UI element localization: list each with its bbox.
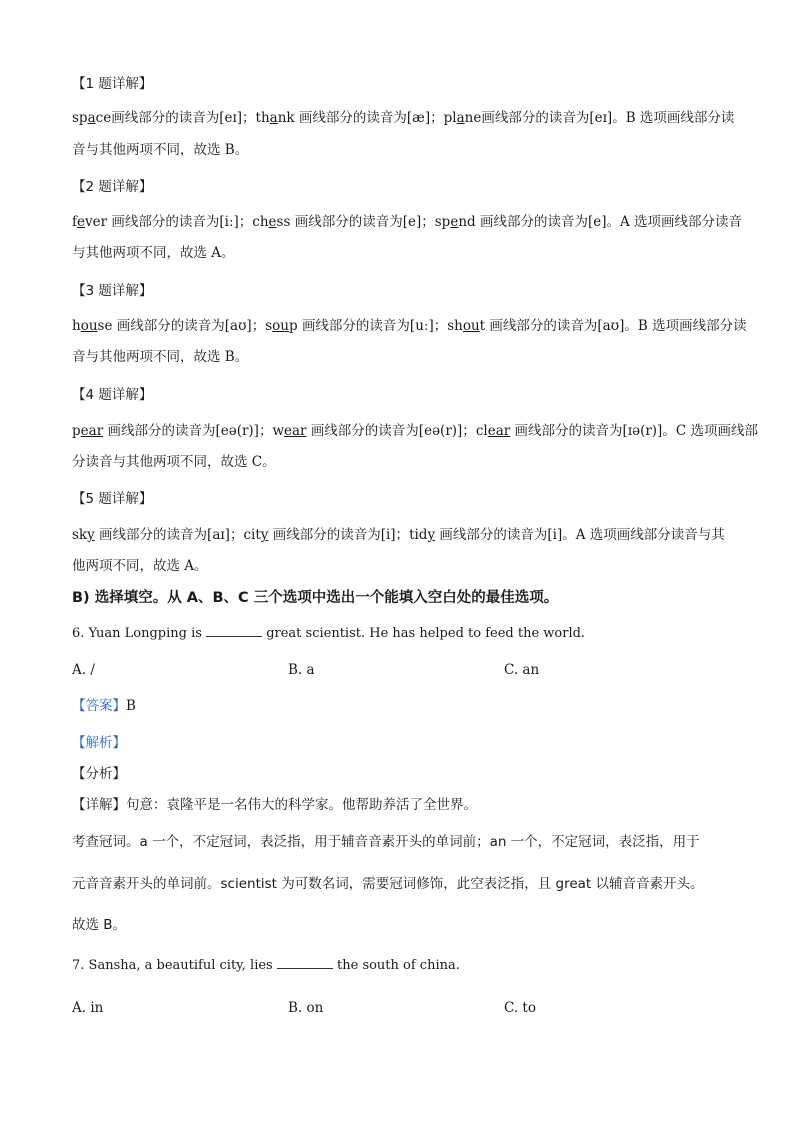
question-6-explanation-line-1: 考查冠词。a 一个，不定冠词，表泛指，用于辅音音素开头的单词前；an 一个，不定冠词，表泛指，用于 xyxy=(72,834,700,850)
explanation-4-heading: 【4 题详解】 xyxy=(72,387,153,403)
explanation-4-line-2: 分读音与其他两项不同，故选 C。 xyxy=(72,454,276,470)
question-6-stem: 6. Yuan Longping is great scientist. He has helped to feed the world. xyxy=(72,626,586,641)
question-6-fenxi: 【分析】 xyxy=(72,766,126,782)
section-b-heading: B) 选择填空。从 A、B、C 三个选项中选出一个能填入空白处的最佳选项。 xyxy=(72,590,559,606)
explanation-2-line-2: 与其他两项不同，故选 A。 xyxy=(72,245,235,261)
question-6-analysis-tag: 【解析】 xyxy=(72,735,126,751)
question-6-explanation-line-2: 元音音素开头的单词前。scientist 为可数名词，需要冠词修饰，此空表泛指，且 great 以辅音音素开头。 xyxy=(72,876,704,892)
explanation-3-heading: 【3 题详解】 xyxy=(72,283,153,299)
answer-blank xyxy=(206,624,262,637)
explanation-1-line-2: 音与其他两项不同，故选 B。 xyxy=(72,142,249,158)
explanation-1-heading: 【1 题详解】 xyxy=(72,76,153,92)
question-6-answer: 【答案】B xyxy=(72,698,136,714)
question-7-option-b: B. on xyxy=(288,1000,324,1016)
explanation-1-line-1: space画线部分的读音为[eɪ]；thank 画线部分的读音为[æ]；plane画线部分的读音为[eɪ]。B 选项画线部分读 xyxy=(72,110,735,126)
explanation-2-line-1: fever 画线部分的读音为[iː]；chess 画线部分的读音为[e]；spend 画线部分的读音为[e]。A 选项画线部分读音 xyxy=(72,214,743,230)
explanation-3-line-2: 音与其他两项不同，故选 B。 xyxy=(72,349,249,365)
answer-blank xyxy=(277,956,333,969)
question-6-option-a: A. / xyxy=(72,662,95,678)
question-7-option-c: C. to xyxy=(504,1000,536,1016)
question-6-explanation-line-3: 故选 B。 xyxy=(72,917,127,933)
question-7-option-a: A. in xyxy=(72,1000,104,1016)
question-6-detail: 【详解】句意：袁隆平是一名伟大的科学家。他帮助养活了全世界。 xyxy=(72,797,477,813)
question-6-option-c: C. an xyxy=(504,662,540,678)
explanation-3-line-1: house 画线部分的读音为[aʊ]；soup 画线部分的读音为[uː]；shout 画线部分的读音为[aʊ]。B 选项画线部分读 xyxy=(72,318,747,334)
explanation-2-heading: 【2 题详解】 xyxy=(72,179,153,195)
explanation-5-heading: 【5 题详解】 xyxy=(72,491,153,507)
explanation-5-line-1: sky 画线部分的读音为[aɪ]；city 画线部分的读音为[i]；tidy 画线部分的读音为[i]。A 选项画线部分读音与其 xyxy=(72,527,725,543)
answer-tag: 【答案】 xyxy=(72,698,126,714)
question-6-option-b: B. a xyxy=(288,662,315,678)
explanation-4-line-1: pear 画线部分的读音为[eə(r)]；wear 画线部分的读音为[eə(r)]；clear 画线部分的读音为[ɪə(r)]。C 选项画线部 xyxy=(72,423,758,439)
explanation-5-line-2: 他两项不同，故选 A。 xyxy=(72,558,208,574)
question-7-stem: 7. Sansha, a beautiful city, lies the south of china. xyxy=(72,958,460,973)
